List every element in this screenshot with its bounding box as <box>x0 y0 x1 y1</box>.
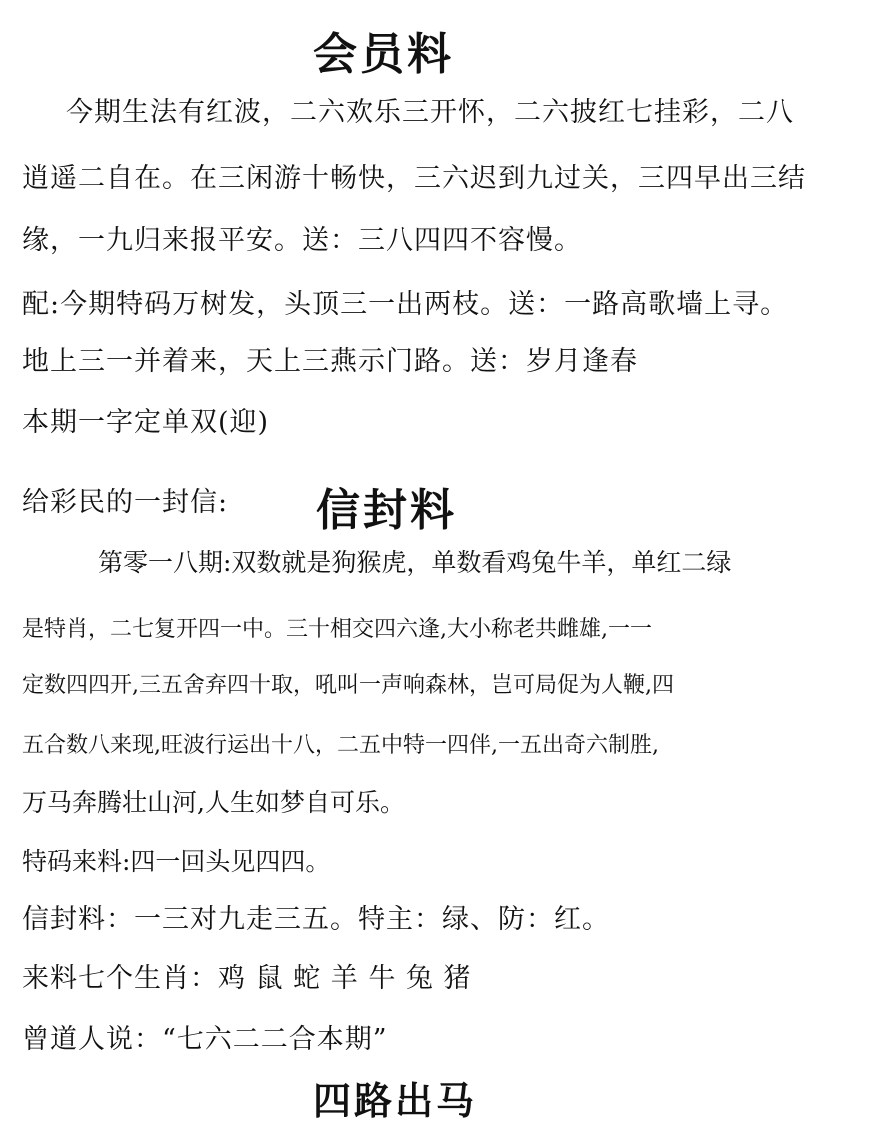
letter-line: 来料七个生肖：鸡 鼠 蛇 羊 牛 兔 猪 <box>22 963 472 994</box>
letter-line: 是特肖，二七复开四一中。三十相交四六逢,大小称老共雌雄,一一 <box>22 617 652 642</box>
member-line: 缘，一九归来报平安。送：三八四四不容慢。 <box>22 225 582 256</box>
letter-line: 第零一八期:双数就是狗猴虎，单数看鸡兔牛羊，单红二绿 <box>98 548 732 577</box>
letter-line: 特码来料:四一回头见四四。 <box>22 847 331 876</box>
letter-line: 定数四四开,三五舍弃四十取，吼叫一声响森林，岂可局促为人鞭,四 <box>22 673 674 698</box>
letter-section-title: 信封料 <box>316 485 457 536</box>
member-line: 今期生法有红波，二六欢乐三开怀，二六披红七挂彩，二八 <box>66 97 794 128</box>
footer-title: 四路出马 <box>313 1078 478 1123</box>
member-line: 地上三一并着来，天上三燕示门路。送：岁月逢春 <box>22 346 638 377</box>
letter-line: 信封料：一三对九走三五。特主：绿、防：红。 <box>22 904 610 935</box>
member-line: 配:今期特码万树发，头顶三一出两枝。送：一路高歌墙上寻。 <box>22 289 789 320</box>
member-section-title: 会员料 <box>313 29 454 80</box>
letter-line: 万马奔腾壮山河,人生如梦自可乐。 <box>22 788 405 817</box>
letter-intro-label: 给彩民的一封信: <box>22 487 229 518</box>
letter-line: 五合数八来现,旺波行运出十八，二五中特一四伴,一五出奇六制胜, <box>22 733 659 758</box>
member-line: 本期一字定单双(迎) <box>22 407 270 438</box>
member-line: 逍遥二自在。在三闲游十畅快，三六迟到九过关，三四早出三结 <box>22 163 806 194</box>
letter-line: 曾道人说：“七六二二合本期” <box>22 1024 388 1055</box>
